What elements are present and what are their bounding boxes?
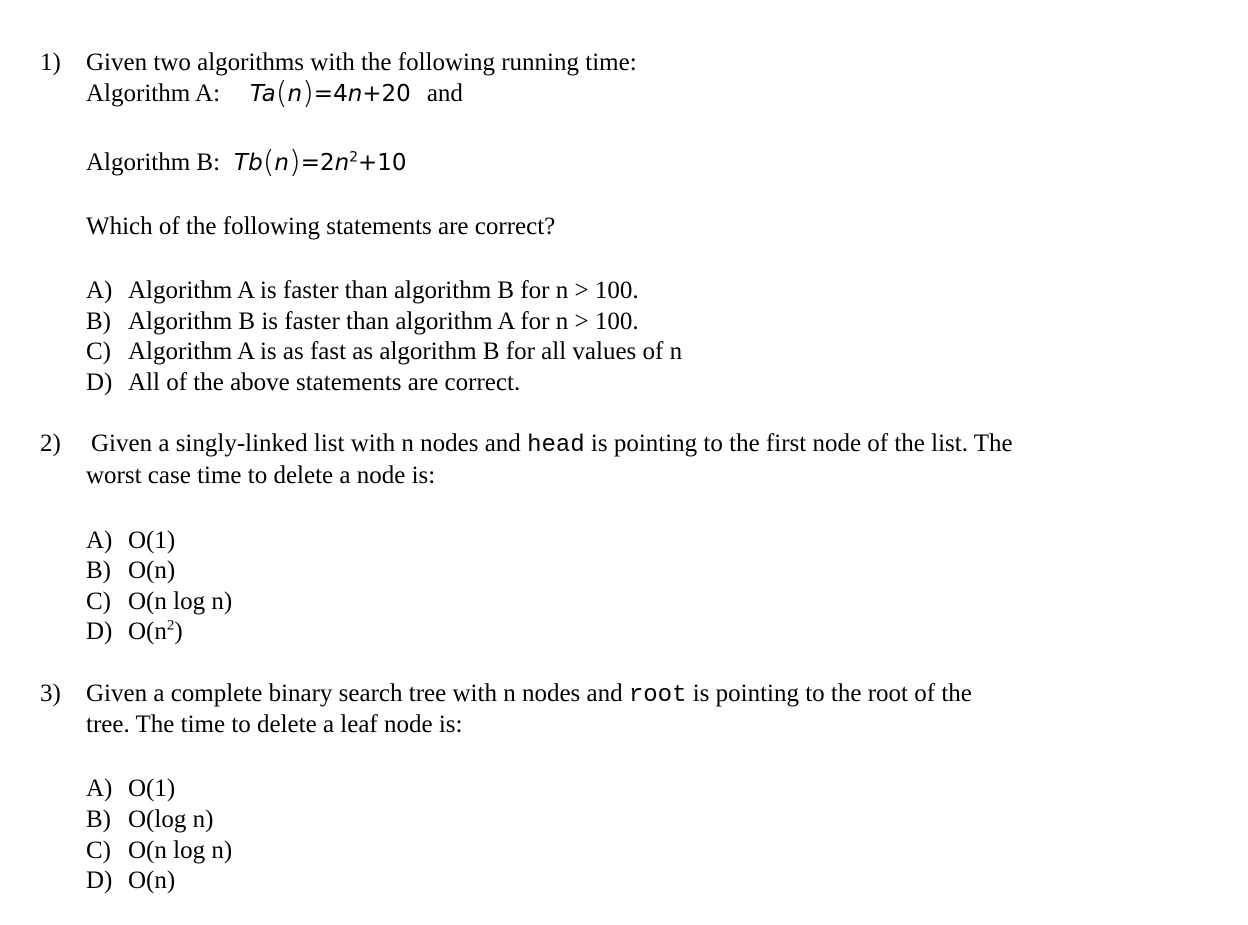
option-b xyxy=(86,556,175,586)
option-text: O(n) xyxy=(128,867,176,894)
formula-exponent: 2 xyxy=(349,149,358,166)
option-letter: D) xyxy=(86,618,113,645)
formula-var: n xyxy=(274,150,289,176)
question-number: 3) xyxy=(40,680,61,707)
formula-rhs-var: n xyxy=(334,150,350,176)
formula-coef: =4 xyxy=(313,81,348,107)
option-d xyxy=(86,866,175,896)
option-text: O(n) xyxy=(128,557,176,584)
option-text-part: ) xyxy=(174,618,183,645)
formula-var: n xyxy=(287,81,303,107)
option-letter: C) xyxy=(86,837,111,864)
question-text: Given a singly-linked list with n nodes and xyxy=(91,430,528,457)
option-letter: B) xyxy=(86,557,111,584)
option-letter: C) xyxy=(86,338,111,365)
question-text-line-2: tree. The time to delete a leaf node is: xyxy=(86,711,463,738)
question-text: is pointing to the root of the xyxy=(686,680,972,707)
option-exponent: 2 xyxy=(166,617,175,634)
option-b xyxy=(86,805,213,835)
option-text: Algorithm B is faster than algorithm A for n > 100. xyxy=(128,308,639,335)
option-letter: A) xyxy=(86,527,113,554)
option-letter: B) xyxy=(86,806,111,833)
option-d xyxy=(86,368,520,398)
option-text: All of the above statements are correct. xyxy=(128,369,521,396)
option-text: Algorithm A is as fast as algorithm B for all values of n xyxy=(128,338,683,365)
formula-rhs-var: n xyxy=(347,81,363,107)
option-c xyxy=(86,587,232,617)
question-number: 2) xyxy=(40,430,61,457)
option-letter: A) xyxy=(86,775,113,802)
option-a xyxy=(86,526,175,556)
option-letter: D) xyxy=(86,867,113,894)
option-text: Algorithm A is faster than algorithm B for n > 100. xyxy=(128,277,639,304)
question-text-line-1 xyxy=(91,429,1013,461)
algorithm-b-label: Algorithm B: xyxy=(86,149,221,176)
option-d xyxy=(86,617,183,647)
code-token: root xyxy=(628,682,687,709)
option-text: O(1) xyxy=(128,527,176,554)
question-intro: Given two algorithms with the following running time: xyxy=(86,49,637,76)
algorithm-connector: and xyxy=(426,80,463,107)
algorithm-a-line xyxy=(86,76,463,111)
option-b xyxy=(86,307,639,337)
algorithm-a-label: Algorithm A: xyxy=(86,80,221,107)
code-token: head xyxy=(527,432,585,459)
option-a xyxy=(86,774,175,804)
option-text: O(n log n) xyxy=(128,588,233,615)
formula-func: Tb xyxy=(234,150,263,176)
option-letter: B) xyxy=(86,308,111,335)
question-number: 1) xyxy=(40,49,61,76)
question-text-line-1 xyxy=(86,679,972,711)
algorithm-b-line xyxy=(86,145,407,180)
algorithm-b-formula: $Tb(n)=2n^2+10$ xyxy=(234,145,407,180)
option-text-part: O(n xyxy=(128,618,167,645)
option-text: O(1) xyxy=(128,775,176,802)
option-text xyxy=(128,618,183,645)
option-letter: C) xyxy=(86,588,111,615)
option-c xyxy=(86,836,232,866)
option-text: O(log n) xyxy=(128,806,214,833)
question-text: Given a complete binary search tree with n nodes and xyxy=(86,680,629,707)
question-text: is pointing to the first node of the list. The xyxy=(584,430,1013,457)
option-c xyxy=(86,337,682,367)
formula-coef: =2 xyxy=(300,150,335,176)
option-text: O(n log n) xyxy=(128,837,233,864)
algorithm-a-formula: Ta(n)=4n+20 xyxy=(250,76,411,111)
option-a xyxy=(86,276,639,306)
option-letter: A) xyxy=(86,277,113,304)
formula-func: Ta xyxy=(250,81,276,107)
option-letter: D) xyxy=(86,369,113,396)
formula-const: +10 xyxy=(357,150,407,176)
question-text-line-2: worst case time to delete a node is: xyxy=(86,462,436,489)
question-prompt: Which of the following statements are correct? xyxy=(86,213,556,240)
formula-const: +20 xyxy=(362,81,411,107)
